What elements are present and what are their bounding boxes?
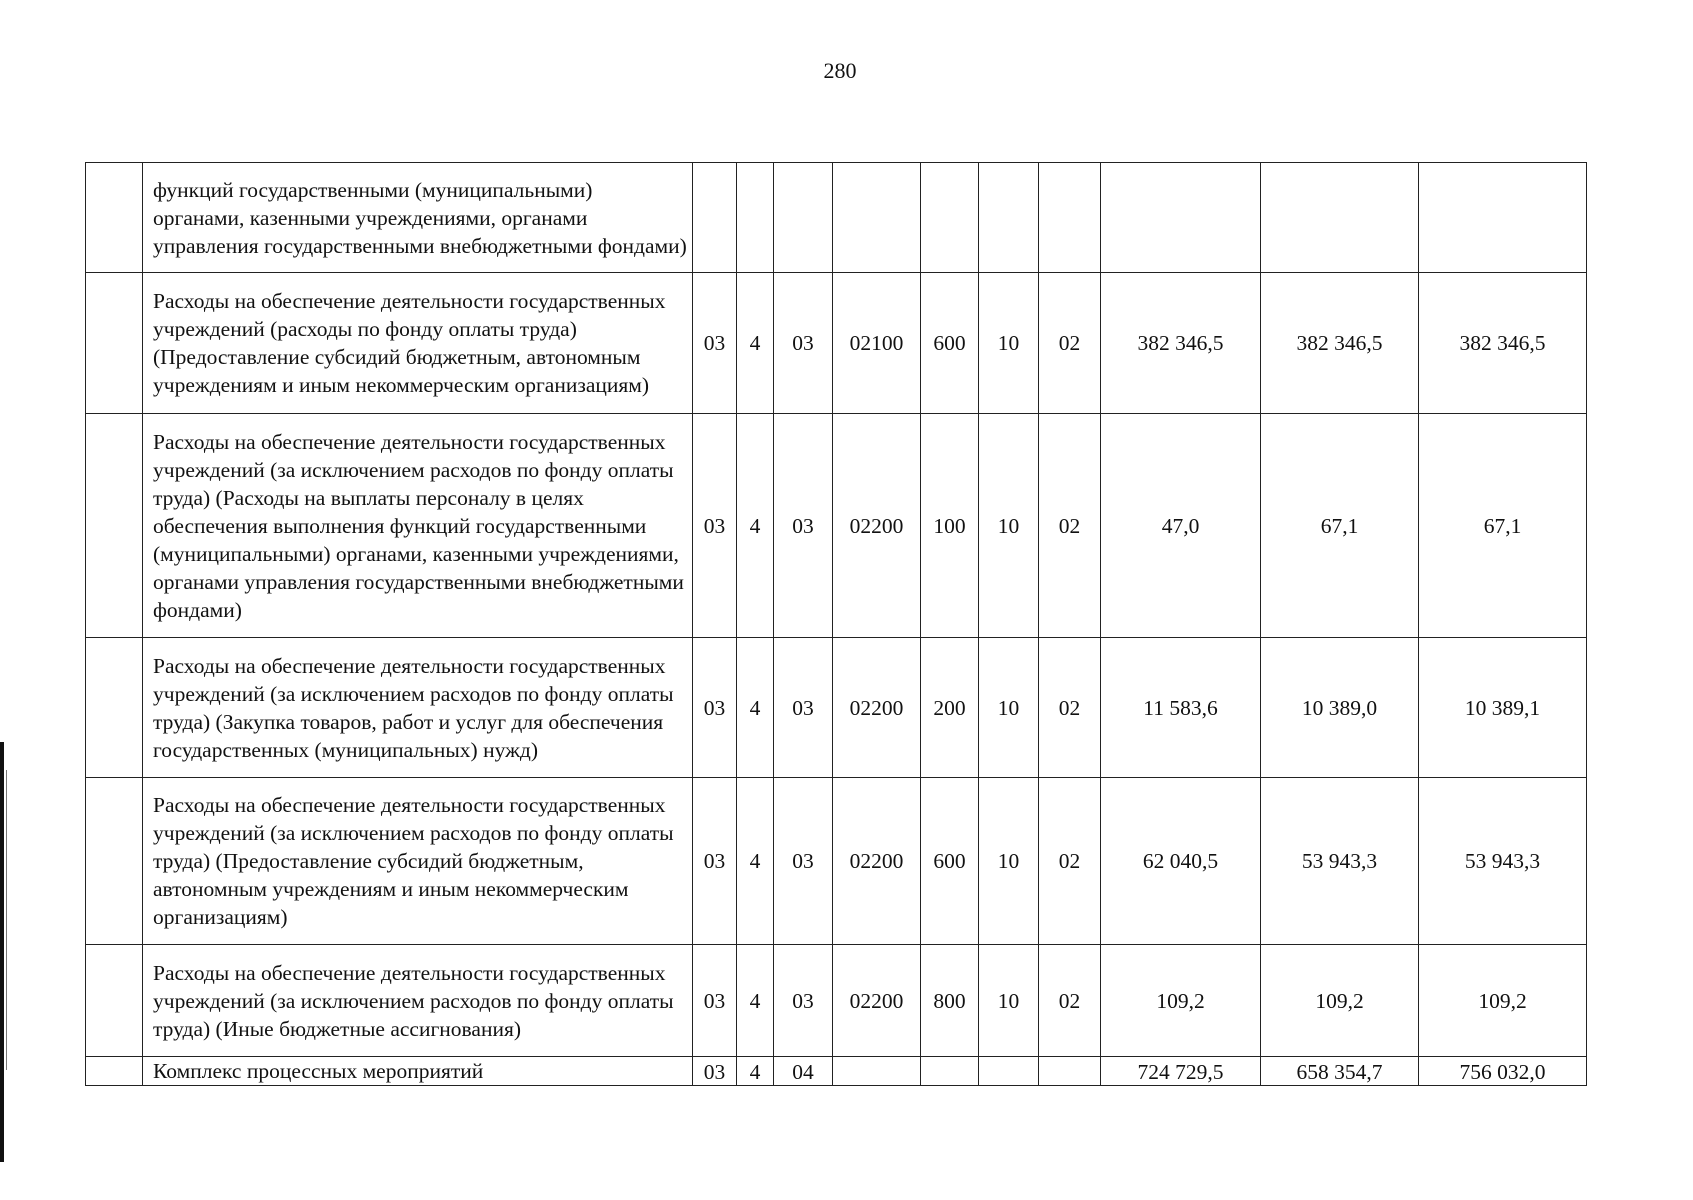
- row-number-cell: [86, 638, 143, 778]
- code-cell: 02: [1039, 945, 1101, 1057]
- amount-cell: 53 943,3: [1261, 778, 1419, 945]
- code-cell: 03: [774, 945, 833, 1057]
- code-cell: 04: [774, 1057, 833, 1086]
- amount-cell: 11 583,6: [1101, 638, 1261, 778]
- code-cell: 4: [737, 945, 774, 1057]
- table-row: [86, 945, 1587, 1057]
- code-cell: 4: [737, 1057, 774, 1086]
- amount-cell: 724 729,5: [1101, 1057, 1261, 1086]
- code-cell: 4: [737, 778, 774, 945]
- code-cell: 03: [774, 778, 833, 945]
- expense-name-cell: Расходы на обеспечение деятельности государственных учреждений (за исключением расходов по фонду оплаты труда) (Предоставление субсидий бюджетным, автономным учреждениям и иным некоммерческим организациям): [143, 778, 693, 945]
- code-cell: 10: [979, 273, 1039, 414]
- code-cell: [979, 163, 1039, 273]
- code-cell: 10: [979, 945, 1039, 1057]
- code-cell: 10: [979, 638, 1039, 778]
- code-cell: 03: [693, 273, 737, 414]
- amount-cell: 67,1: [1261, 414, 1419, 638]
- amount-cell: 756 032,0: [1419, 1057, 1587, 1086]
- row-number-cell: [86, 945, 143, 1057]
- code-cell: [693, 163, 737, 273]
- code-cell: [833, 163, 921, 273]
- table-row: [86, 414, 1587, 638]
- row-number-cell: [86, 778, 143, 945]
- code-cell: 02: [1039, 273, 1101, 414]
- amount-cell: 109,2: [1101, 945, 1261, 1057]
- code-cell: 02200: [833, 778, 921, 945]
- expense-name-cell: Расходы на обеспечение деятельности государственных учреждений (за исключением расходов по фонду оплаты труда) (Закупка товаров, работ и услуг для обеспечения государственных (муниципальных) нужд): [143, 638, 693, 778]
- row-number-cell: [86, 273, 143, 414]
- code-cell: [921, 163, 979, 273]
- code-cell: 800: [921, 945, 979, 1057]
- code-cell: [921, 1057, 979, 1086]
- code-cell: 600: [921, 273, 979, 414]
- code-cell: 4: [737, 638, 774, 778]
- table-row: [86, 778, 1587, 945]
- code-cell: 02200: [833, 414, 921, 638]
- code-cell: 03: [774, 638, 833, 778]
- code-cell: 02200: [833, 945, 921, 1057]
- amount-cell: 382 346,5: [1419, 273, 1587, 414]
- table-row: [86, 638, 1587, 778]
- amount-cell: [1419, 163, 1587, 273]
- amount-cell: 53 943,3: [1419, 778, 1587, 945]
- amount-cell: 10 389,0: [1261, 638, 1419, 778]
- code-cell: 02: [1039, 638, 1101, 778]
- code-cell: 03: [774, 414, 833, 638]
- code-cell: 03: [693, 414, 737, 638]
- amount-cell: 109,2: [1261, 945, 1419, 1057]
- code-cell: 4: [737, 414, 774, 638]
- code-cell: 02: [1039, 778, 1101, 945]
- amount-cell: [1261, 163, 1419, 273]
- expense-name-cell: Расходы на обеспечение деятельности государственных учреждений (за исключением расходов по фонду оплаты труда) (Иные бюджетные ассигнования): [143, 945, 693, 1057]
- code-cell: 02: [1039, 414, 1101, 638]
- amount-cell: 10 389,1: [1419, 638, 1587, 778]
- code-cell: 02200: [833, 638, 921, 778]
- code-cell: [1039, 163, 1101, 273]
- code-cell: 10: [979, 778, 1039, 945]
- scan-edge-line: [6, 770, 7, 1070]
- scan-edge-mark: [0, 742, 4, 1162]
- code-cell: 02100: [833, 273, 921, 414]
- code-cell: [979, 1057, 1039, 1086]
- code-cell: 03: [693, 778, 737, 945]
- code-cell: 03: [693, 638, 737, 778]
- amount-cell: 109,2: [1419, 945, 1587, 1057]
- code-cell: 200: [921, 638, 979, 778]
- budget-table: [85, 162, 1587, 1086]
- amount-cell: [1101, 163, 1261, 273]
- code-cell: [833, 1057, 921, 1086]
- code-cell: 100: [921, 414, 979, 638]
- table-row: [86, 163, 1587, 273]
- row-number-cell: [86, 1057, 143, 1086]
- expense-name-cell: функций государственными (муниципальными) органами, казенными учреждениями, органами управления государственными внебюджетными фондами): [143, 163, 693, 273]
- code-cell: 03: [774, 273, 833, 414]
- code-cell: [737, 163, 774, 273]
- code-cell: [774, 163, 833, 273]
- amount-cell: 62 040,5: [1101, 778, 1261, 945]
- expense-name-cell: Расходы на обеспечение деятельности государственных учреждений (за исключением расходов по фонду оплаты труда) (Расходы на выплаты персоналу в целях обеспечения выполнения функций государственными (муниципальными) органами, казенными учреждениями, органами управления государственными внебюджетными фондами): [143, 414, 693, 638]
- code-cell: 4: [737, 273, 774, 414]
- table-row: [86, 273, 1587, 414]
- row-number-cell: [86, 163, 143, 273]
- amount-cell: 382 346,5: [1101, 273, 1261, 414]
- code-cell: 03: [693, 1057, 737, 1086]
- expense-name-cell: Расходы на обеспечение деятельности государственных учреждений (расходы по фонду оплаты труда) (Предоставление субсидий бюджетным, автономным учреждениям и иным некоммерческим организациям): [143, 273, 693, 414]
- code-cell: [1039, 1057, 1101, 1086]
- amount-cell: 47,0: [1101, 414, 1261, 638]
- amount-cell: 67,1: [1419, 414, 1587, 638]
- amount-cell: 658 354,7: [1261, 1057, 1419, 1086]
- code-cell: 03: [693, 945, 737, 1057]
- code-cell: 10: [979, 414, 1039, 638]
- page-number: 280: [823, 58, 857, 83]
- row-number-cell: [86, 414, 143, 638]
- table-row: [86, 1057, 1587, 1086]
- amount-cell: 382 346,5: [1261, 273, 1419, 414]
- expense-name-cell: Комплекс процессных мероприятий: [143, 1057, 693, 1086]
- code-cell: 600: [921, 778, 979, 945]
